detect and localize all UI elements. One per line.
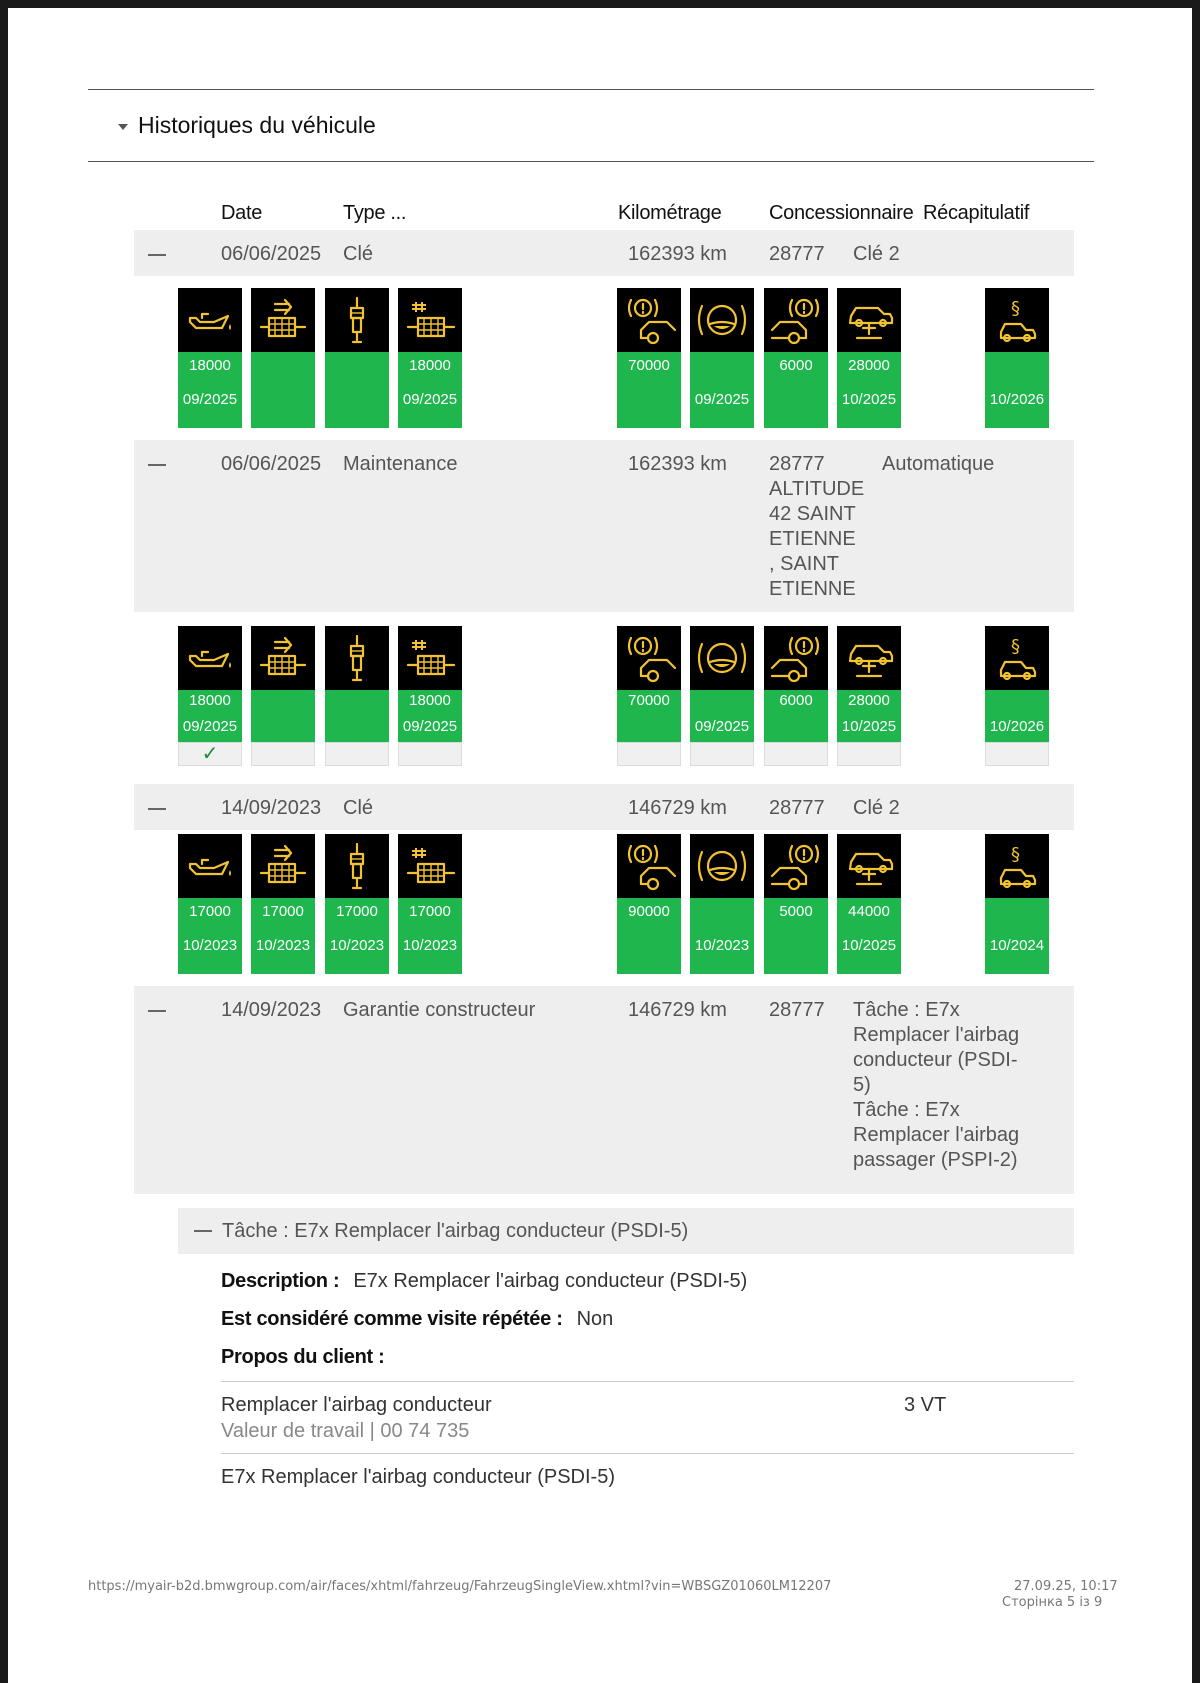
service-status	[325, 352, 389, 428]
service-status	[837, 898, 901, 974]
service-value: 18000	[189, 357, 231, 374]
micro-filter-service-card	[251, 288, 315, 428]
history-row[interactable]	[134, 440, 1074, 612]
service-status	[178, 690, 242, 742]
collapse-icon[interactable]	[148, 808, 166, 810]
service-status	[251, 352, 315, 428]
statutory-inspection-icon	[985, 834, 1049, 898]
brake-fluid-icon	[690, 288, 754, 352]
row-km: 162393 km	[628, 453, 727, 475]
section-header[interactable]	[118, 112, 376, 139]
svg-text:§: §	[1011, 844, 1020, 865]
service-status	[251, 690, 315, 742]
task-footer-note: E7x Remplacer l'airbag conducteur (PSDI-5)	[221, 1466, 615, 1488]
service-date: 09/2025	[402, 391, 458, 408]
service-value: 17000	[409, 903, 451, 920]
row-dealer: 28777 ALTITUDE 42 SAINT ETIENNE , SAINT ETIENNE	[769, 453, 865, 600]
service-check-cell	[251, 742, 315, 766]
repeat-label: Est considéré comme visite répétée :	[221, 1308, 563, 1330]
service-status	[837, 690, 901, 742]
history-row[interactable]	[134, 784, 1074, 830]
service-value: 17000	[189, 903, 231, 920]
row-km: 162393 km	[628, 243, 727, 265]
row-summary: Clé 2	[853, 797, 900, 819]
service-value: 18000	[409, 692, 451, 709]
caret-down-icon[interactable]	[118, 124, 128, 130]
service-value: 70000	[628, 692, 670, 709]
statutory-inspection-icon	[985, 626, 1049, 690]
service-value: 44000	[848, 903, 890, 920]
rear-brakes-service-card	[764, 288, 828, 428]
service-value: 28000	[848, 692, 890, 709]
service-status	[398, 690, 462, 742]
vehicle-check-icon	[837, 626, 901, 690]
engine-oil-service-card	[178, 626, 242, 766]
engine-oil-service-card	[178, 834, 242, 974]
service-date: 10/2023	[255, 937, 311, 954]
engine-oil-service-card	[178, 288, 242, 428]
client-label: Propos du client :	[221, 1346, 385, 1368]
row-dealer: 28777	[769, 797, 825, 819]
svg-text:§: §	[1011, 636, 1020, 657]
engine-oil-icon	[178, 288, 242, 352]
vehicle-check-service-card	[837, 834, 901, 974]
repeat-value: Non	[576, 1308, 614, 1330]
service-date: 10/2025	[841, 718, 897, 735]
history-row[interactable]	[134, 230, 1074, 276]
front-brakes-icon	[617, 834, 681, 898]
row-type: Clé	[343, 243, 374, 265]
collapse-icon[interactable]	[148, 254, 166, 256]
rear-brakes-service-card	[764, 834, 828, 974]
vehicle-check-service-card	[837, 288, 901, 428]
column-type: Type ...	[343, 202, 407, 224]
work-value: Valeur de travail | 00 74 735	[221, 1420, 470, 1442]
spark-plug-icon	[325, 288, 389, 352]
spark-plug-service-card	[325, 626, 389, 766]
description-value: E7x Remplacer l'airbag conducteur (PSDI-5)	[353, 1270, 748, 1292]
collapse-icon[interactable]	[148, 1010, 166, 1012]
brake-fluid-service-card	[690, 626, 754, 766]
footer-datetime: 27.09.25, 10:17	[1014, 1579, 1118, 1594]
spark-plug-icon	[325, 834, 389, 898]
service-check-cell	[617, 742, 681, 766]
service-date: 09/2025	[694, 391, 750, 408]
engine-oil-icon	[178, 834, 242, 898]
divider	[221, 1453, 1074, 1454]
footer-url: https://myair-b2d.bmwgroup.com/air/faces/xhtml/fahrzeug/FahrzeugSingleView.xhtml?vin=WBSGZ01060LM12207	[88, 1579, 832, 1594]
front-brakes-icon	[617, 626, 681, 690]
service-status	[764, 690, 828, 742]
rear-brakes-icon	[764, 834, 828, 898]
spark-plug-service-card	[325, 834, 389, 974]
service-date: 10/2023	[402, 937, 458, 954]
service-status	[985, 898, 1049, 974]
row-summary: Tâche : E7x Remplacer l'airbag conducteur (PSDI- 5) Tâche : E7x Remplacer l'airbag passager (PSPI-2)	[853, 999, 1020, 1171]
section-title: Historiques du véhicule	[138, 112, 376, 138]
service-date: 10/2025	[841, 937, 897, 954]
service-date: 10/2024	[989, 937, 1045, 954]
column-summary: Récapitulatif	[923, 202, 1030, 224]
history-row[interactable]	[134, 986, 1074, 1194]
service-date: 10/2026	[989, 391, 1045, 408]
service-status	[398, 352, 462, 428]
row-date: 06/06/2025	[221, 453, 322, 475]
footer-page: Сторінка 5 із 9	[1002, 1595, 1103, 1610]
task-header-row[interactable]	[178, 1208, 1074, 1254]
statutory-inspection-service-card	[985, 288, 1049, 428]
service-status	[178, 352, 242, 428]
fuel-filter-icon	[398, 834, 462, 898]
service-check-cell	[837, 742, 901, 766]
work-title: Remplacer l'airbag conducteur	[221, 1394, 492, 1416]
work-units: 3 VT	[904, 1394, 947, 1416]
service-date: 09/2025	[182, 391, 238, 408]
service-check-cell	[690, 742, 754, 766]
service-value: 18000	[189, 692, 231, 709]
service-check-cell	[398, 742, 462, 766]
row-type: Maintenance	[343, 453, 458, 475]
micro-filter-icon	[251, 288, 315, 352]
service-date: 10/2023	[694, 937, 750, 954]
collapse-icon[interactable]	[194, 1230, 212, 1232]
service-check-cell	[985, 742, 1049, 766]
fuel-filter-service-card	[398, 626, 462, 766]
service-value: 70000	[628, 357, 670, 374]
service-value: 90000	[628, 903, 670, 920]
svg-text:§: §	[1011, 298, 1020, 319]
row-summary: Clé 2	[853, 243, 900, 265]
row-dealer: 28777	[769, 999, 825, 1021]
micro-filter-service-card	[251, 834, 315, 974]
rear-brakes-service-card	[764, 626, 828, 766]
statutory-inspection-service-card	[985, 626, 1049, 766]
task-repeat	[221, 1308, 613, 1331]
brake-fluid-icon	[690, 834, 754, 898]
rear-brakes-icon	[764, 288, 828, 352]
fuel-filter-service-card	[398, 834, 462, 974]
column-km: Kilométrage	[618, 202, 722, 224]
document-page	[8, 8, 1192, 1683]
brake-fluid-icon	[690, 626, 754, 690]
front-brakes-icon	[617, 288, 681, 352]
service-value: 6000	[779, 692, 813, 709]
spark-plug-service-card	[325, 288, 389, 428]
row-date: 14/09/2023	[221, 797, 322, 819]
row-summary: Automatique	[882, 453, 995, 475]
row-km: 146729 km	[628, 999, 727, 1021]
service-check-cell	[325, 742, 389, 766]
row-type: Garantie constructeur	[343, 999, 536, 1021]
front-brakes-service-card	[617, 288, 681, 428]
brake-fluid-service-card	[690, 834, 754, 974]
vehicle-check-service-card	[837, 626, 901, 766]
statutory-inspection-icon	[985, 288, 1049, 352]
service-status	[985, 690, 1049, 742]
service-value: 5000	[779, 903, 813, 920]
service-check-cell	[764, 742, 828, 766]
task-header: Tâche : E7x Remplacer l'airbag conducteur (PSDI-5)	[222, 1220, 689, 1242]
row-type: Clé	[343, 797, 374, 819]
vehicle-check-icon	[837, 834, 901, 898]
micro-filter-icon	[251, 834, 315, 898]
row-km: 146729 km	[628, 797, 727, 819]
service-status	[837, 352, 901, 428]
service-date: 10/2023	[329, 937, 385, 954]
fuel-filter-icon	[398, 626, 462, 690]
statutory-inspection-service-card	[985, 834, 1049, 974]
service-status	[690, 690, 754, 742]
micro-filter-icon	[251, 626, 315, 690]
row-date: 06/06/2025	[221, 243, 322, 265]
service-value: 17000	[262, 903, 304, 920]
service-date: 09/2025	[402, 718, 458, 735]
row-date: 14/09/2023	[221, 999, 322, 1021]
fuel-filter-icon	[398, 288, 462, 352]
service-value: 28000	[848, 357, 890, 374]
service-status	[617, 690, 681, 742]
column-date: Date	[221, 202, 263, 224]
service-status	[690, 352, 754, 428]
task-client	[221, 1346, 385, 1369]
header-divider	[88, 161, 1094, 162]
micro-filter-service-card	[251, 626, 315, 766]
service-date: 10/2023	[182, 937, 238, 954]
engine-oil-icon	[178, 626, 242, 690]
service-status	[398, 898, 462, 974]
vehicle-check-icon	[837, 288, 901, 352]
service-status	[985, 352, 1049, 428]
top-divider	[88, 89, 1094, 90]
service-value: 6000	[779, 357, 813, 374]
spark-plug-icon	[325, 626, 389, 690]
service-status	[325, 898, 389, 974]
row-dealer: 28777	[769, 243, 825, 265]
service-status	[178, 898, 242, 974]
collapse-icon[interactable]	[148, 464, 166, 466]
service-check-cell: ✓	[178, 742, 242, 766]
service-date: 10/2026	[989, 718, 1045, 735]
service-date: 09/2025	[694, 718, 750, 735]
service-status	[325, 690, 389, 742]
divider	[221, 1381, 1074, 1382]
service-status	[251, 898, 315, 974]
service-date: 09/2025	[182, 718, 238, 735]
brake-fluid-service-card	[690, 288, 754, 428]
service-value: 18000	[409, 357, 451, 374]
service-status	[617, 898, 681, 974]
service-status	[617, 352, 681, 428]
front-brakes-service-card	[617, 626, 681, 766]
service-date: 10/2025	[841, 391, 897, 408]
fuel-filter-service-card	[398, 288, 462, 428]
service-status	[690, 898, 754, 974]
rear-brakes-icon	[764, 626, 828, 690]
service-status	[764, 898, 828, 974]
service-status	[764, 352, 828, 428]
column-dealer: Concessionnaire	[769, 202, 914, 224]
task-description	[221, 1270, 747, 1293]
service-value: 17000	[336, 903, 378, 920]
front-brakes-service-card	[617, 834, 681, 974]
description-label: Description :	[221, 1270, 340, 1292]
